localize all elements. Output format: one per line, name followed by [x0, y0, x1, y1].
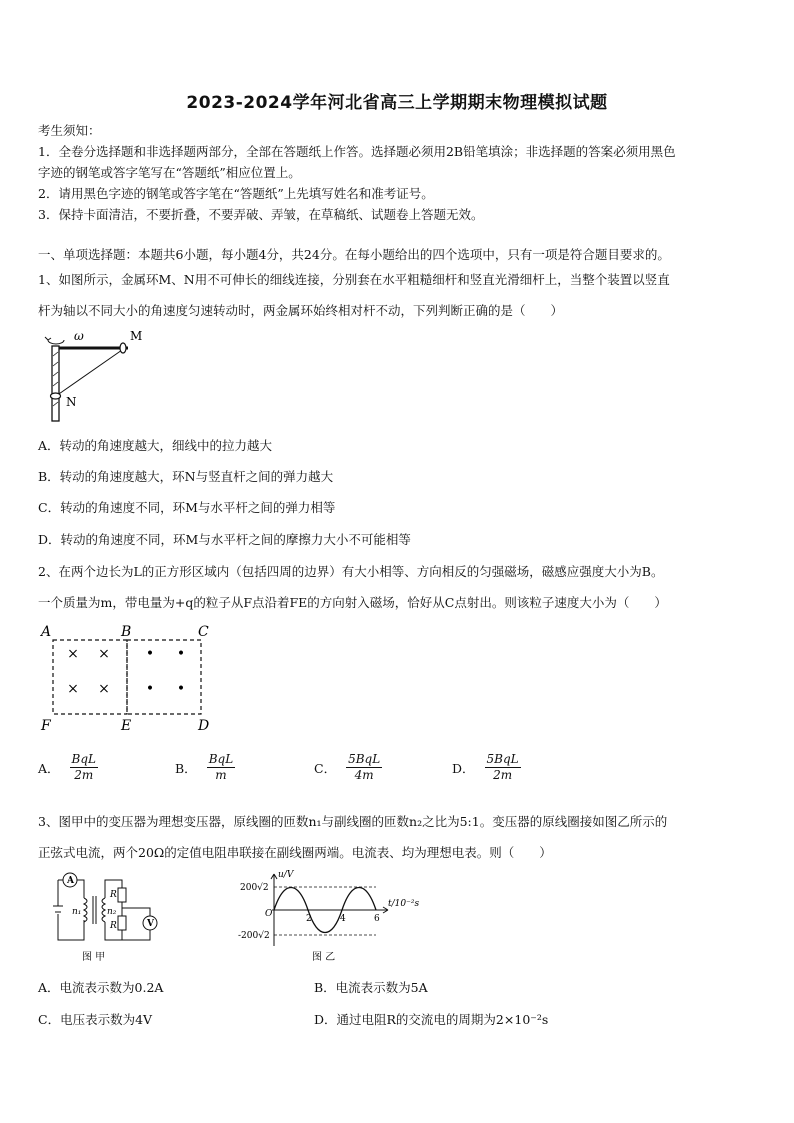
label-n: N — [66, 395, 77, 409]
q3-waveform-figure — [238, 868, 428, 966]
notice-item-1-cont: 字迹的钢笔或答字笔写在“答题纸”相应位置上。 — [38, 165, 301, 180]
q1-stem-line2: 杆为轴以不同大小的角速度匀速转动时，两金属环始终相对杆不动，下列判断正确的是（ ） — [38, 303, 564, 318]
q3-stem-line2: 正弦式电流，两个20Ω的定值电阻串联接在副线圈两端。电流表、均为理想电表。则（ ） — [38, 845, 552, 860]
label-c: C — [198, 624, 209, 640]
string-line — [56, 350, 122, 396]
q1-option-d: D．转动的角速度不同，环M与水平杆之间的摩擦力大小不可能相等 — [38, 532, 411, 547]
svg-text:n₂: n₂ — [107, 907, 117, 917]
field-in-icon: × — [67, 681, 79, 697]
right-square — [127, 640, 201, 714]
svg-text:O: O — [265, 909, 273, 919]
svg-text:u/V: u/V — [278, 870, 294, 880]
ring-m — [120, 343, 126, 353]
q1-stem-line1: 1、如图所示，金属环M、N用不可伸长的细线连接，分别套在水平粗糙细杆和竖直光滑细杆上，当整个装置以竖直 — [38, 272, 670, 287]
svg-text:R: R — [110, 890, 117, 900]
field-out-icon: • — [176, 681, 186, 697]
page-title: 2023-2024学年河北省高三上学期期末物理模拟试题 — [186, 93, 608, 113]
q1-option-b: B．转动的角速度越大，环N与竖直杆之间的弹力越大 — [38, 469, 334, 484]
q2-option-b: B． $\frac{\text{BqL}}{m}$ — [175, 752, 234, 782]
q2-figure — [38, 620, 223, 735]
svg-text:2: 2 — [306, 914, 312, 924]
q3-option-b: B．电流表示数为5A — [314, 980, 428, 995]
q3-stem-line1: 3、图甲中的变压器为理想变压器，原线圈的匝数n₁与副线圈的匝数n₂之比为5:1。变压器的原线圈接如图乙所示的 — [38, 814, 668, 829]
q2-stem-line2: 一个质量为m，带电量为+q的粒子从F点沿着FE的方向射入磁场，恰好从C点射出。则该粒子速度大小为（ ） — [38, 595, 667, 610]
label-f: F — [41, 718, 51, 734]
svg-text:R: R — [110, 921, 117, 931]
q2-option-c: C． $\frac{\text{5BqL}}{4m}$ — [314, 752, 381, 782]
label-m: M — [130, 329, 143, 343]
field-in-icon: × — [98, 646, 110, 662]
svg-text:V: V — [147, 919, 154, 929]
section-heading: 一、单项选择题：本题共6小题，每小题4分，共24分。在每小题给出的四个选项中，只有一项是符合题目要求的。 — [38, 247, 670, 262]
q3-option-c: C．电压表示数为4V — [38, 1012, 153, 1027]
label-e: E — [121, 718, 132, 734]
svg-text:200√2: 200√2 — [240, 883, 269, 893]
label-b: B — [121, 624, 132, 640]
figure-caption-jia: 图 甲 — [82, 952, 106, 963]
svg-text:4: 4 — [340, 914, 346, 924]
q1-option-a: A．转动的角速度越大，细线中的拉力越大 — [38, 438, 273, 453]
left-square — [53, 640, 127, 714]
notice-item-1: 1．全卷分选择题和非选择题两部分，全部在答题纸上作答。选择题必须用2B铅笔填涂；非选择题的答案必须用黑色 — [38, 144, 676, 159]
notice-item-2: 2．请用黑色字迹的钢笔或答字笔在“答题纸”上先填写姓名和准考证号。 — [38, 186, 434, 201]
q2-stem-line1: 2、在两个边长为L的正方形区域内（包括四周的边界）有大小相等、方向相反的匀强磁场，磁感应强度大小为B。 — [38, 564, 664, 579]
svg-text:n₁: n₁ — [72, 907, 82, 917]
figure-caption-yi: 图 乙 — [312, 952, 336, 963]
rotation-arrow-icon — [48, 340, 64, 344]
field-out-icon: • — [145, 646, 155, 662]
svg-text:-200√2: -200√2 — [238, 931, 270, 941]
q1-figure — [38, 326, 168, 426]
notice-item-3: 3．保持卡面清洁，不要折叠，不要弄破、弄皱，在草稿纸、试题卷上答题无效。 — [38, 207, 484, 222]
q1-option-c: C．转动的角速度不同，环M与水平杆之间的弹力相等 — [38, 500, 336, 515]
svg-text:t/10⁻²s: t/10⁻²s — [388, 899, 420, 909]
label-a: A — [41, 624, 52, 640]
field-in-icon: × — [67, 646, 79, 662]
resistor-1 — [118, 888, 126, 902]
field-out-icon: • — [145, 681, 155, 697]
q3-circuit-figure — [44, 868, 169, 966]
notice-heading: 考生须知： — [38, 123, 101, 138]
resistor-2 — [118, 916, 126, 930]
q2-option-d: D． $\frac{\text{5BqL}}{2m}$ — [452, 752, 519, 782]
svg-text:A: A — [67, 876, 74, 886]
field-out-icon: • — [176, 646, 186, 662]
q3-option-a: A．电流表示数为0.2A — [38, 980, 164, 995]
q2-option-a: A． $\frac{\text{BqL}}{2m}$ — [38, 752, 96, 782]
ring-n — [51, 393, 61, 399]
label-d: D — [198, 718, 210, 734]
q3-option-d: D．通过电阻R的交流电的周期为2×10⁻²s — [314, 1012, 549, 1027]
svg-text:6: 6 — [374, 914, 380, 924]
field-in-icon: × — [98, 681, 110, 697]
omega-label: ω — [74, 329, 84, 343]
